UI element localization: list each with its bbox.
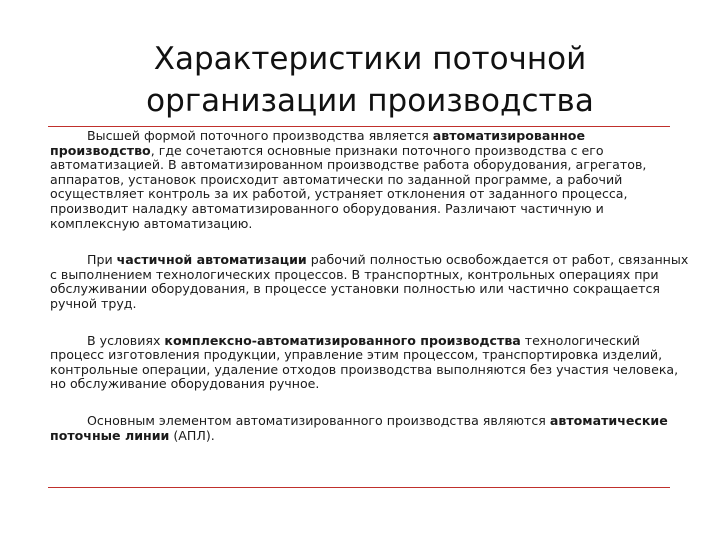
paragraph-emphasis: автоматические поточные линии bbox=[50, 412, 668, 443]
paragraph-emphasis: автоматизированное производство bbox=[50, 128, 585, 158]
paragraph-text: Высшей формой поточного производства является bbox=[87, 128, 433, 143]
paragraph-text: рабочий полностью освобождается от работ, связанных с выполнением технологических процессов. В транспортных, контрольных операциях при обслуживании оборудования, в процессе установки полностью или частично сокращается ручной труд. bbox=[50, 252, 689, 311]
bottom-divider bbox=[48, 487, 670, 488]
paragraph-1 bbox=[50, 129, 690, 231]
slide-title-line-2: организации производства bbox=[146, 83, 594, 119]
paragraph-text: технологический процесс изготовления продукции, управление этим процессом, транспортировка изделий, контрольные операции, удаление отходов производства выполняются без участия человека, но обслуживание оборудования ручное. bbox=[50, 332, 679, 392]
paragraph-2 bbox=[50, 253, 690, 311]
slide-body bbox=[50, 129, 690, 465]
paragraph-emphasis: комплексно-автоматизированного производства bbox=[164, 332, 521, 348]
paragraph-text: Основным элементом автоматизированного производства являются bbox=[87, 412, 550, 428]
paragraph-text: , где сочетаются основные признаки поточного производства с его автоматизацией. В автоматизированном производстве работа оборудования, агрегатов, аппаратов, установок происходит автоматически по заданной программе, а рабочий осуществляет контроль за их работой, устраняет отклонения от заданного процесса, производит наладку автоматизированного оборудования. Различают частичную и комплексную автоматизацию. bbox=[50, 142, 647, 231]
slide-title-line-1: Характеристики поточной bbox=[153, 41, 587, 77]
paragraph-text: При bbox=[87, 252, 117, 268]
paragraph-4 bbox=[50, 414, 690, 443]
paragraph-3 bbox=[50, 334, 690, 392]
paragraph-text: В условиях bbox=[87, 332, 165, 348]
paragraph-emphasis: частичной автоматизации bbox=[116, 252, 307, 268]
slide-title bbox=[60, 38, 680, 122]
paragraph-text: (АПЛ). bbox=[169, 427, 215, 443]
top-divider bbox=[48, 126, 670, 127]
